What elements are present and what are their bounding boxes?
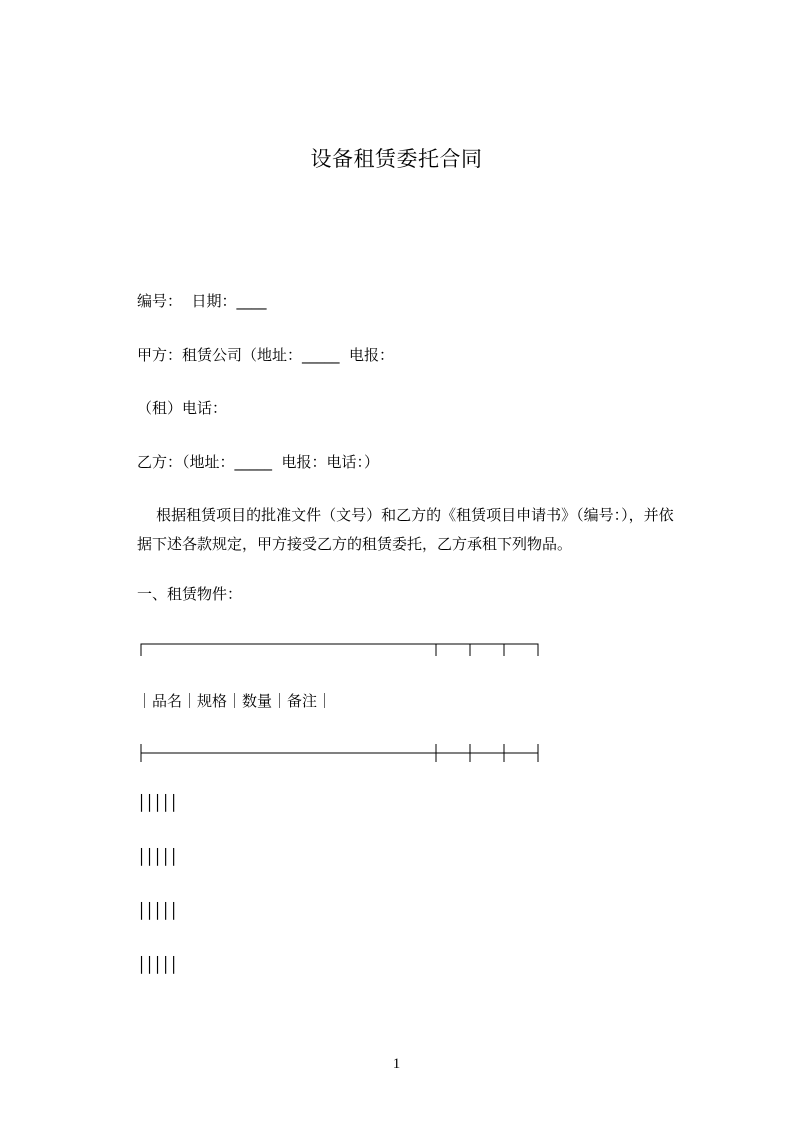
party-b-line: 乙方：（地址：_____ 电报：电话：） <box>137 453 380 471</box>
table-header-row: ｜品名｜规格｜数量｜备注｜ <box>137 692 333 710</box>
table-row: │││││ <box>137 794 178 812</box>
number-date-line: 编号： 日期：____ <box>137 292 267 310</box>
table-row: │││││ <box>137 848 178 866</box>
party-a-line: 甲方：租赁公司（地址：_____ 电报： <box>137 346 395 364</box>
intro-paragraph-line-1: 根据租赁项目的批准文件（文号）和乙方的《租赁项目申请书》（编号：），并依 <box>137 506 674 524</box>
party-a-phone-line: （租）电话： <box>137 399 228 417</box>
table-row: │││││ <box>137 956 178 974</box>
intro-paragraph-line-2: 据下述各款规定，甲方接受乙方的租赁委托，乙方承租下列物品。 <box>137 535 573 553</box>
table-row: │││││ <box>137 902 178 920</box>
section-heading-leased-items: 一、租赁物件： <box>137 585 243 603</box>
table-top-border <box>140 643 542 657</box>
document-title: 设备租赁委托合同 <box>310 147 483 171</box>
table-separator <box>140 743 542 763</box>
page-number: 1 <box>392 1056 401 1072</box>
